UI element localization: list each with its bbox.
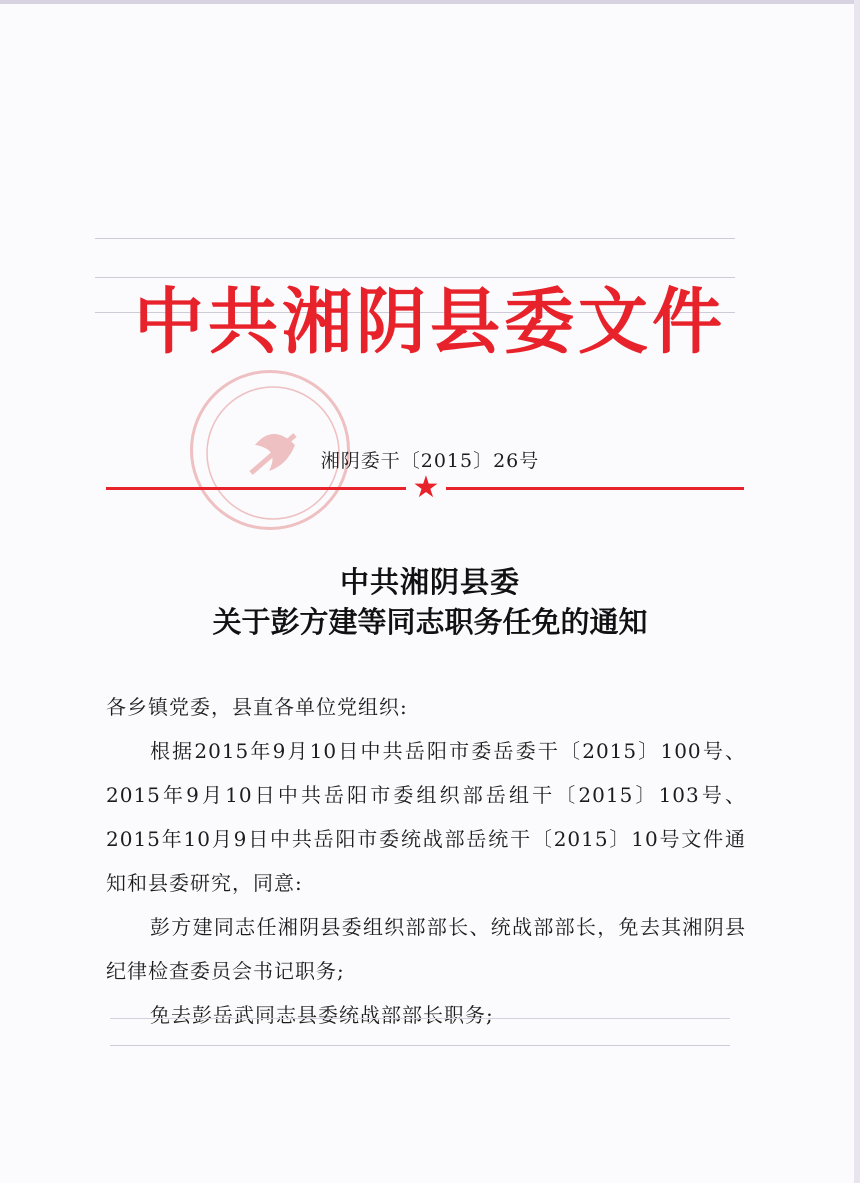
- body-paragraph: 免去彭岳武同志县委统战部部长职务;: [150, 1003, 494, 1027]
- red-divider-left: [106, 487, 406, 490]
- salutation: 各乡镇党委，县直各单位党组织:: [106, 695, 408, 719]
- notice-title-line1: 中共湘阴县委: [339, 565, 520, 599]
- notice-title-line2: 关于彭方建等同志职务任免的通知: [212, 605, 648, 639]
- red-star-icon: ★: [412, 470, 440, 505]
- scan-edge-top: [0, 0, 860, 4]
- body-paragraph: 彭方建同志任湘阴县委组织部部长、统战部部长，免去其湘阴县纪律检查委员会书记职务;: [106, 915, 746, 983]
- red-divider-right: [446, 487, 744, 490]
- body-paragraph: 根据2015年9月10日中共岳阳市委岳委干〔2015〕100号、2015年9月10日中共岳阳市委组织部岳组干〔2015〕103号、2015年10月9日中共岳阳市委统战部岳统干〔2015〕10号文件通知和县委研究，同意:: [106, 739, 746, 895]
- bleed-through-line: [95, 238, 735, 239]
- notice-body: [106, 685, 746, 1037]
- document-number: 湘阴委干〔2015〕26号: [320, 450, 540, 472]
- bleed-through-footer: [110, 1018, 730, 1046]
- document-masthead: 中共湘阴县委文件: [134, 280, 726, 364]
